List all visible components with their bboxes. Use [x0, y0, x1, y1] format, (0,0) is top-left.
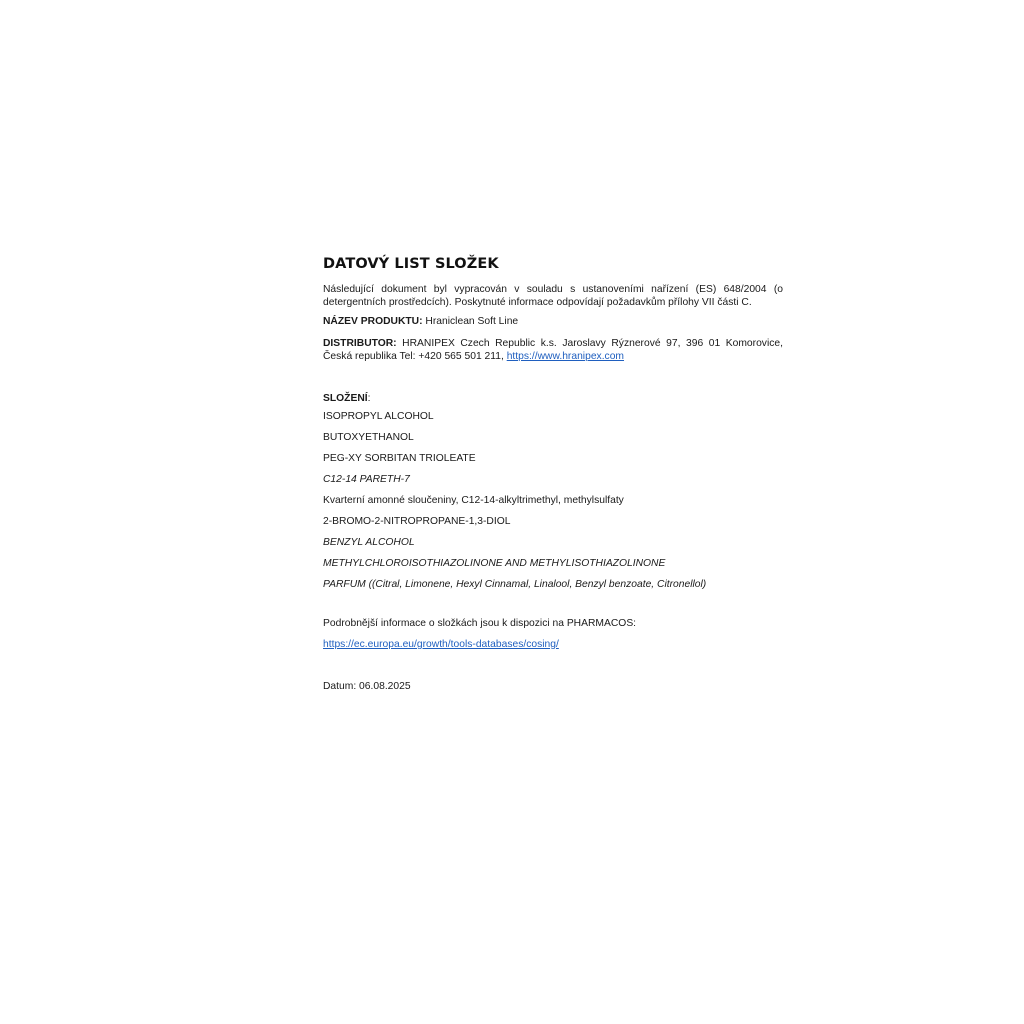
document-content [323, 256, 783, 693]
document-title: DATOVÝ LIST SLOŽEK [323, 256, 499, 272]
composition-title: SLOŽENÍ [323, 393, 368, 404]
distributor-website-link[interactable]: https://www.hranipex.com [506, 351, 625, 362]
info-link-line [323, 638, 783, 651]
cosing-link[interactable]: https://ec.europa.eu/growth/tools-databases/cosing/ [323, 639, 559, 650]
ingredient-item: METHYLCHLOROISOTHIAZOLINONE AND METHYLISOTHIAZOLINONE [323, 558, 666, 569]
ingredient-item: PARFUM ((Citral, Limonene, Hexyl Cinnamal, Linalool, Benzyl benzoate, Citronellol) [323, 579, 707, 590]
ingredient-item: Kvarterní amonné sloučeniny, C12-14-alkyltrimethyl, methylsulfaty [323, 495, 624, 506]
info-text: Podrobnější informace o složkách jsou k dispozici na PHARMACOS: [323, 618, 637, 629]
intro-paragraph: Následující dokument byl vypracován v souladu s ustanoveními nařízení (ES) 648/2004 (o detergentních prostředcích). Poskytnuté informace odpovídají požadavkům přílohy VII části C. [323, 284, 783, 308]
product-value: Hraniclean Soft Line [425, 316, 519, 327]
product-label: NÁZEV PRODUKTU: [323, 316, 423, 327]
distributor-label: DISTRIBUTOR: [323, 338, 397, 349]
ingredient-item: BENZYL ALCOHOL [323, 537, 415, 548]
ingredient-item: ISOPROPYL ALCOHOL [323, 411, 434, 422]
ingredient-item: PEG-XY SORBITAN TRIOLEATE [323, 453, 476, 464]
ingredient-list [323, 410, 783, 591]
composition-heading [323, 393, 783, 404]
ingredient-item: C12-14 PARETH-7 [323, 474, 410, 485]
ingredient-item: BUTOXYETHANOL [323, 432, 414, 443]
ingredient-item: 2-BROMO-2-NITROPROPANE-1,3-DIOL [323, 516, 511, 527]
composition-colon: : [367, 393, 371, 404]
distributor-value: HRANIPEX Czech Republic k.s. Jaroslavy Rýznerové 97, 396 01 Komorovice, Česká republika Tel: +420 565 501 211, [323, 338, 783, 362]
distributor-line [323, 337, 783, 363]
document-date: Datum: 06.08.2025 [323, 681, 411, 692]
product-line [323, 315, 783, 328]
